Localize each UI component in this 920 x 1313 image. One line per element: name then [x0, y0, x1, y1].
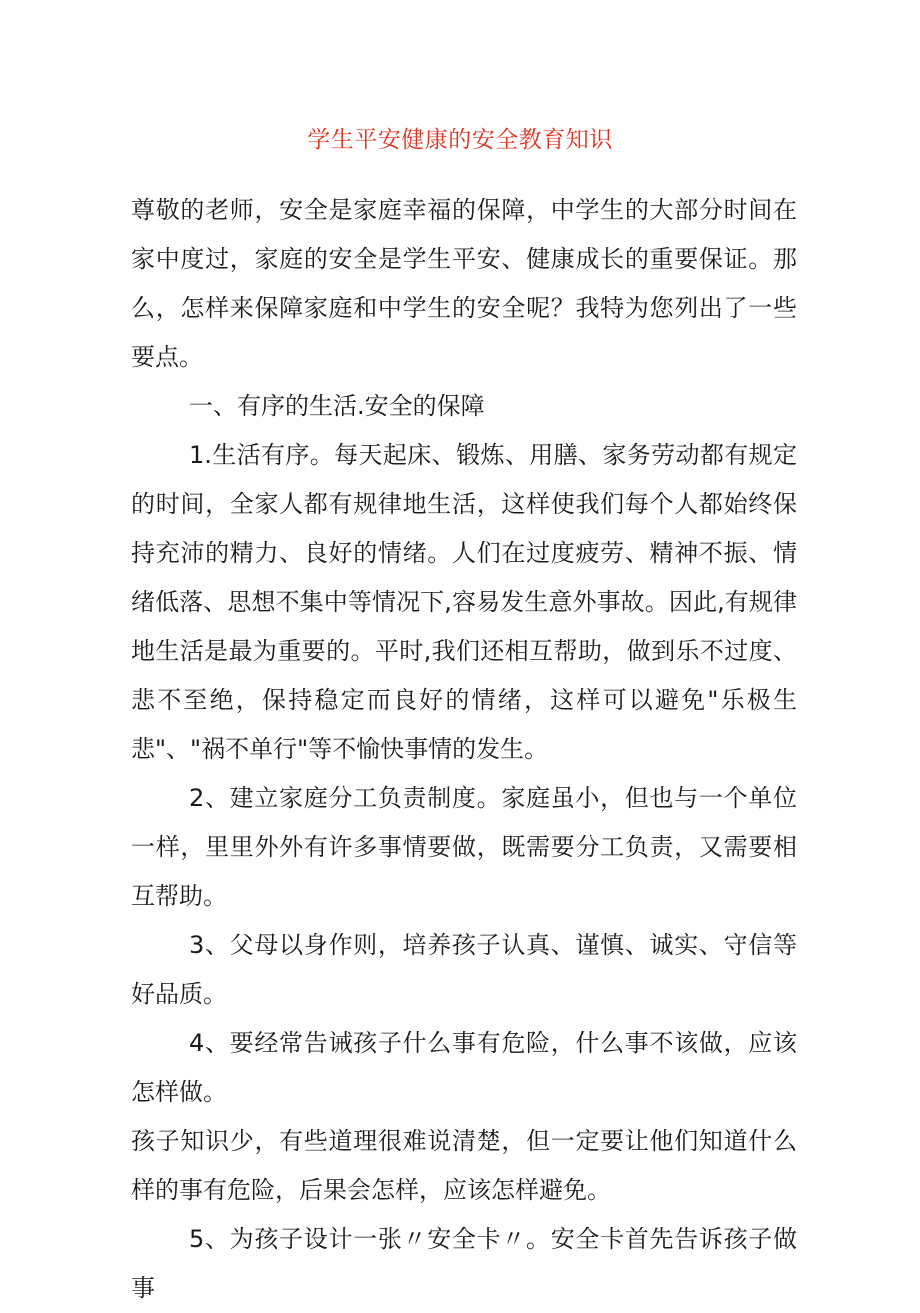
point-2-paragraph: 2、建立家庭分工负责制度。家庭虽小，但也与一个单位一样，里里外外有许多事情要做，既需要分工负责，又需要相互帮助。 — [131, 784, 797, 910]
intro-paragraph: 尊敬的老师，安全是家庭幸福的保障，中学生的大部分时间在家中度过，家庭的安全是学生平安、健康成长的重要保证。那么，怎样来保障家庭和中学生的安全呢？我特为您列出了一些要点。 — [131, 196, 797, 371]
point-1-paragraph: 1.生活有序。每天起床、锻炼、用膳、家务劳动都有规定的时间，全家人都有规律地生活，这样使我们每个人都始终保持充沛的精力、良好的情绪。人们在过度疲劳、精神不振、情绪低落、思想不集中等情况下,容易发生意外事故。因此,有规律地生活是最为重要的。平时,我们还相互帮助，做到乐不过度、悲不至绝，保持稳定而良好的情绪，这样可以避免"乐极生悲"、"祸不单行"等不愉快事情的发生。 — [131, 441, 797, 763]
document-title: 学生平安健康的安全教育知识 — [307, 127, 613, 153]
point-5-paragraph: 5、为孩子设计一张〃安全卡〃。安全卡首先告诉孩子做事 — [131, 1225, 797, 1302]
point-4-note-paragraph: 孩子知识少，有些道理很难说清楚，但一定要让他们知道什么样的事有危险，后果会怎样，应该怎样避免。 — [131, 1127, 797, 1204]
section-heading: 一、有序的生活.安全的保障 — [189, 392, 485, 420]
point-3-paragraph: 3、父母以身作则，培养孩子认真、谨慎、诚实、守信等好品质。 — [131, 931, 797, 1008]
point-4-paragraph: 4、要经常告诫孩子什么事有危险，什么事不该做，应该怎样做。 — [131, 1029, 797, 1106]
document-body — [131, 186, 797, 1313]
